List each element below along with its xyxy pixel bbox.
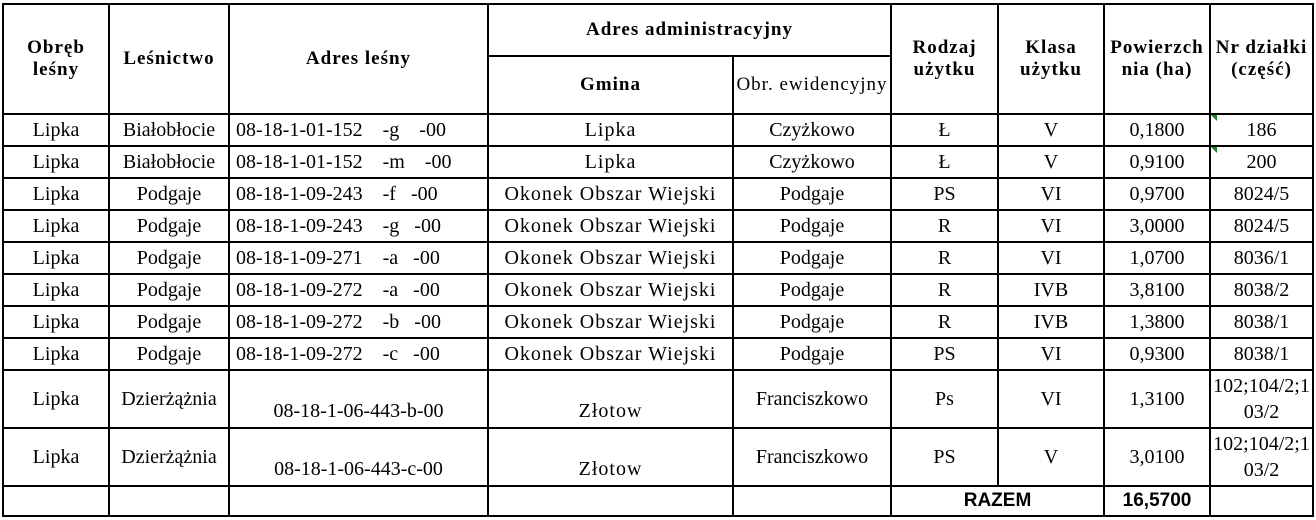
table-row: [3, 114, 1313, 146]
cell-adres-lesny: 08-18-1-09-243 -g -00: [229, 210, 488, 242]
cell-obr-ewidencyjny: Franciszkowo: [733, 428, 891, 486]
cell-nr-dzialki: 8038/1: [1210, 306, 1313, 338]
cell-gmina: Złotow: [488, 370, 733, 428]
cell-lesnictwo: Podgaje: [109, 274, 229, 306]
table-row: [3, 428, 1313, 486]
cell-rodzaj-uzytku: Ł: [891, 114, 998, 146]
total-empty-cell: [3, 486, 109, 516]
cell-klasa-uzytku: V: [998, 146, 1104, 178]
header-lesnictwo: Leśnictwo: [109, 4, 229, 114]
cell-rodzaj-uzytku: R: [891, 306, 998, 338]
cell-lesnictwo: Dzierżążnia: [109, 370, 229, 428]
cell-powierzchnia: 0,1800: [1104, 114, 1210, 146]
cell-obr-ewidencyjny: Podgaje: [733, 178, 891, 210]
cell-nr-dzialki: 8038/2: [1210, 274, 1313, 306]
cell-nr-dzialki: 8024/5: [1210, 210, 1313, 242]
cell-comment-marker: [1211, 115, 1217, 121]
cell-rodzaj-uzytku: R: [891, 274, 998, 306]
header-nr-dzialki: Nr działki (część): [1210, 4, 1313, 114]
cell-gmina: Okonek Obszar Wiejski: [488, 178, 733, 210]
table-row: [3, 146, 1313, 178]
cell-powierzchnia: 3,8100: [1104, 274, 1210, 306]
cell-powierzchnia: 1,0700: [1104, 242, 1210, 274]
cell-adres-lesny: 08-18-1-09-272 -b -00: [229, 306, 488, 338]
cell-klasa-uzytku: VI: [998, 370, 1104, 428]
cell-powierzchnia: 0,9100: [1104, 146, 1210, 178]
cell-lesnictwo: Podgaje: [109, 338, 229, 370]
cell-rodzaj-uzytku: PS: [891, 338, 998, 370]
cell-nr-dzialki: 102;104/2;103/2: [1210, 428, 1313, 486]
header-adres-lesny: Adres leśny: [229, 4, 488, 114]
cell-obreb: Lipka: [3, 178, 109, 210]
cell-klasa-uzytku: VI: [998, 210, 1104, 242]
cell-lesnictwo: Podgaje: [109, 210, 229, 242]
total-empty-cell: [488, 486, 733, 516]
total-empty-cell: [733, 486, 891, 516]
cell-obreb: Lipka: [3, 242, 109, 274]
cell-lesnictwo: Białobłocie: [109, 114, 229, 146]
table-body: [3, 114, 1313, 486]
total-label: RAZEM: [891, 486, 1104, 516]
header-adres-administracyjny: Adres administracyjny: [488, 4, 891, 56]
cell-adres-lesny: 08-18-1-01-152 -m -00: [229, 146, 488, 178]
header-gmina: Gmina: [488, 56, 733, 114]
table-row: [3, 274, 1313, 306]
cell-adres-lesny: 08-18-1-09-272 -a -00: [229, 274, 488, 306]
cell-lesnictwo: Dzierżążnia: [109, 428, 229, 486]
cell-obr-ewidencyjny: Podgaje: [733, 274, 891, 306]
total-row: [3, 486, 1313, 516]
total-empty-cell: [1210, 486, 1313, 516]
land-parcel-table: [2, 3, 1314, 517]
total-value: 16,5700: [1104, 486, 1210, 516]
table-row: [3, 338, 1313, 370]
cell-comment-marker: [1211, 147, 1217, 153]
cell-powierzchnia: 1,3800: [1104, 306, 1210, 338]
cell-adres-lesny: 08-18-1-09-272 -c -00: [229, 338, 488, 370]
cell-obr-ewidencyjny: Podgaje: [733, 338, 891, 370]
cell-klasa-uzytku: V: [998, 114, 1104, 146]
cell-gmina: Złotow: [488, 428, 733, 486]
cell-obr-ewidencyjny: Czyżkowo: [733, 146, 891, 178]
cell-obreb: Lipka: [3, 114, 109, 146]
cell-nr-dzialki: 8036/1: [1210, 242, 1313, 274]
cell-rodzaj-uzytku: R: [891, 242, 998, 274]
cell-lesnictwo: Podgaje: [109, 242, 229, 274]
cell-powierzchnia: 0,9300: [1104, 338, 1210, 370]
cell-gmina: Lipka: [488, 114, 733, 146]
cell-obreb: Lipka: [3, 370, 109, 428]
table-row: [3, 242, 1313, 274]
cell-powierzchnia: 1,3100: [1104, 370, 1210, 428]
cell-nr-dzialki: 200: [1210, 146, 1313, 178]
cell-adres-lesny: 08-18-1-06-443-b-00: [229, 370, 488, 428]
cell-nr-dzialki: 186: [1210, 114, 1313, 146]
cell-rodzaj-uzytku: PS: [891, 178, 998, 210]
cell-obreb: Lipka: [3, 210, 109, 242]
cell-rodzaj-uzytku: Ł: [891, 146, 998, 178]
cell-obreb: Lipka: [3, 274, 109, 306]
cell-gmina: Okonek Obszar Wiejski: [488, 338, 733, 370]
cell-klasa-uzytku: V: [998, 428, 1104, 486]
cell-lesnictwo: Podgaje: [109, 178, 229, 210]
cell-obreb: Lipka: [3, 428, 109, 486]
cell-obr-ewidencyjny: Czyżkowo: [733, 114, 891, 146]
cell-gmina: Okonek Obszar Wiejski: [488, 306, 733, 338]
cell-obreb: Lipka: [3, 306, 109, 338]
cell-nr-dzialki: 102;104/2;103/2: [1210, 370, 1313, 428]
cell-obr-ewidencyjny: Podgaje: [733, 210, 891, 242]
cell-klasa-uzytku: VI: [998, 338, 1104, 370]
header-obreb-lesny: Obręb leśny: [3, 4, 109, 114]
header-obr-ewidencyjny: Obr. ewidencyjny: [733, 56, 891, 114]
cell-nr-dzialki: 8038/1: [1210, 338, 1313, 370]
cell-obreb: Lipka: [3, 338, 109, 370]
cell-lesnictwo: Białobłocie: [109, 146, 229, 178]
cell-adres-lesny: 08-18-1-09-243 -f -00: [229, 178, 488, 210]
cell-rodzaj-uzytku: PS: [891, 428, 998, 486]
cell-obreb: Lipka: [3, 146, 109, 178]
cell-obr-ewidencyjny: Podgaje: [733, 242, 891, 274]
cell-gmina: Okonek Obszar Wiejski: [488, 242, 733, 274]
cell-obr-ewidencyjny: Podgaje: [733, 306, 891, 338]
total-empty-cell: [229, 486, 488, 516]
cell-powierzchnia: 0,9700: [1104, 178, 1210, 210]
cell-rodzaj-uzytku: R: [891, 210, 998, 242]
cell-klasa-uzytku: IVB: [998, 274, 1104, 306]
header-rodzaj-uzytku: Rodzaj użytku: [891, 4, 998, 114]
cell-gmina: Lipka: [488, 146, 733, 178]
cell-gmina: Okonek Obszar Wiejski: [488, 210, 733, 242]
cell-adres-lesny: 08-18-1-01-152 -g -00: [229, 114, 488, 146]
table-row: [3, 306, 1313, 338]
cell-gmina: Okonek Obszar Wiejski: [488, 274, 733, 306]
total-empty-cell: [109, 486, 229, 516]
table-row: [3, 370, 1313, 428]
cell-nr-dzialki: 8024/5: [1210, 178, 1313, 210]
cell-powierzchnia: 3,0000: [1104, 210, 1210, 242]
header-klasa-uzytku: Klasa użytku: [998, 4, 1104, 114]
cell-powierzchnia: 3,0100: [1104, 428, 1210, 486]
cell-rodzaj-uzytku: Ps: [891, 370, 998, 428]
table-row: [3, 178, 1313, 210]
table-row: [3, 210, 1313, 242]
cell-adres-lesny: 08-18-1-06-443-c-00: [229, 428, 488, 486]
cell-klasa-uzytku: IVB: [998, 306, 1104, 338]
cell-obr-ewidencyjny: Franciszkowo: [733, 370, 891, 428]
cell-klasa-uzytku: VI: [998, 178, 1104, 210]
cell-lesnictwo: Podgaje: [109, 306, 229, 338]
cell-adres-lesny: 08-18-1-09-271 -a -00: [229, 242, 488, 274]
cell-klasa-uzytku: VI: [998, 242, 1104, 274]
header-powierzchnia: Powierzchnia (ha): [1104, 4, 1210, 114]
